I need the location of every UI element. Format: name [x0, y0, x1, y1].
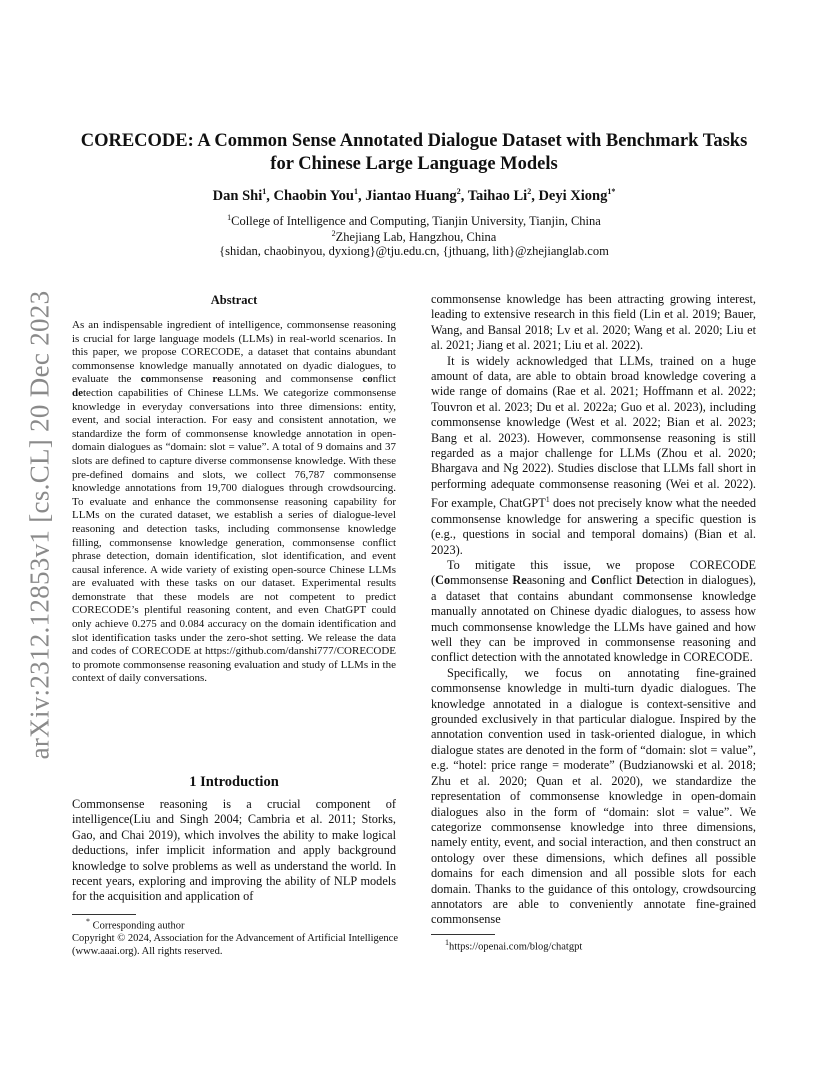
footnote-ref: 1 [545, 495, 550, 505]
paper-title: CORECODE: A Common Sense Annotated Dialogue Dataset with Benchmark Tasks for Chinese Large Language Models [80, 131, 748, 174]
right-column-body [431, 292, 756, 928]
affiliation-text: College of Intelligence and Computing, Tianjin University, Tianjin, China [231, 214, 601, 229]
footnote-mark: 1 [445, 938, 449, 947]
paragraph: It is widely acknowledged that LLMs, trained on a huge amount of data, are able to obtain broad knowledge covering a wide range of domains (Rae et al. 2021; Hoffmann et al. 2022; Touvron et al. 2023; Du et al. 2022a; Guo et al. 2023), including commonsense knowledge (West et al. 2022; Bian et al. 2023; Bang et al. 2023). However, commonsense reasoning is still regarded as a major challenge for LLMs (Zhou et al. 2020; Bhargava and Ng 2022). Studies disclose that LLMs fall short in performing adequate commonsense reasoning (Wei et al. 2022). For example, ChatGPT$^1$ does not precisely know what the needed commonsense knowledge for answering a specific question is (e.g., questions in social and temporal domains) (Bian et al. 2023). [431, 353, 756, 557]
paragraph: Commonsense reasoning is a crucial component of intelligence(Liu and Singh 2004; Cambria et al. 2011; Storks, Gao, and Chai 2019), which involves the ability to make logical deductions, infer implicit information and apply background knowledge to solve problems as well as understand the world. In recent years, exploring and improving the ability of NLP models for the acquisition and application of [72, 797, 396, 904]
author-mark: 2 [527, 187, 532, 196]
arxiv-stamp [20, 290, 60, 760]
affiliation-mark: 2 [331, 229, 336, 238]
arxiv-id: arXiv:2312.12853v1 [cs.CL] 20 Dec 2023 [24, 290, 55, 760]
author: Deyi Xiong [538, 187, 608, 204]
abstract-heading: Abstract [210, 293, 258, 307]
author: Jiantao Huang [365, 187, 457, 204]
author-mark: 2 [456, 187, 461, 196]
author-emails: {shidan, chaobinyou, dyxiong}@tju.edu.cn, {jthuang, lith}@zhejianglab.com [219, 244, 609, 258]
paragraph: commonsense knowledge has been attracting growing interest, leading to extensive research in this field (Lin et al. 2019; Bauer, Wang, and Bansal 2018; Lv et al. 2020; Wang et al. 2020; Liu et al. 2021; Jiang et al. 2021; Liu et al. 2022). [431, 292, 756, 353]
abstract-body [72, 319, 396, 686]
author-mark: 1 [262, 187, 267, 196]
affiliation-mark: 1 [227, 213, 232, 222]
author: Taihao Li [467, 187, 528, 204]
section-heading-introduction: 1 Introduction [189, 774, 279, 790]
author-list: Dan Shi$^1$, Chaobin You$^1$, Jiantao Huang$^2$, Taihao Li$^2$, Deyi Xiong$^{1*}$ [212, 187, 616, 204]
author-mark: 1 [353, 187, 358, 196]
footnote-rule [72, 914, 136, 915]
footnote-rule [431, 934, 495, 935]
affiliation [72, 213, 756, 229]
author-mark: 1* [607, 187, 616, 196]
footnote-left [72, 916, 398, 959]
footnote-url: https://openai.com/blog/chatgpt [449, 941, 583, 953]
footnote-mark: * [86, 917, 90, 926]
paragraph: To mitigate this issue, we propose CORECODE (Commonsense Reasoning and Conflict Detection in dialogues), a dataset that contains abundant commonsense knowledge manually annotated on Chinese dyadic dialogues, to assess how much commonsense knowledge the LLMs have gained and how well they can be improved in commonsense reasoning and conflict detection with the annotated knowledge in CORECODE. [431, 558, 756, 665]
abstract-text: As an indispensable ingredient of intelligence, commonsense reasoning is crucial for large language models (LLMs) in real-world scenarios. In this paper, we propose CORECODE, a dataset that contains abundant commonsense knowledge manually annotated on dyadic dialogues, to evaluate the commonsense reasoning and commonsense conflict detection capabilities of Chinese LLMs. We categorize commonsense knowledge in everyday conversations into three dimensions: entity, event, and social interaction. For easy and consistent annotation, we standardize the form of commonsense knowledge annotation in open-domain dialogues as “domain: slot = value”. A total of 9 domains and 37 slots are defined to capture diverse commonsense knowledge. With these pre-defined domains and slots, we collect 76,787 commonsense knowledge annotations from 19,700 dialogues through crowdsourcing. To evaluate and enhance the commonsense reasoning capability for LLMs on the curated dataset, we establish a series of dialogue-level reasoning and detection tasks, including commonsense knowledge filling, commonsense knowledge generation, commonsense conflict phrase detection, domain identification, slot identification, and event causal inference. A wide variety of existing open-source Chinese LLMs are evaluated with these tasks on our dataset. Experimental results demonstrate that these models are not competent to predict CORECODE’s plentiful reasoning content, and even ChatGPT could only achieve 0.275 and 0.084 accuracy on the domain identification and slot identification tasks under the zero-shot setting. We release the data and codes of CORECODE at https://github.com/danshi777/CORECODE to promote commonsense reasoning evaluation and study of LLMs in the context of daily conversations. [72, 319, 396, 685]
author: Dan Shi [212, 187, 263, 204]
footnote-right [445, 937, 582, 954]
author: Chaobin You [273, 187, 354, 204]
corresponding-author-note: Corresponding author [92, 920, 185, 932]
introduction-body [72, 797, 396, 905]
copyright-notice: Copyright © 2024, Association for the Advancement of Artificial Intelligence (www.aaai.org). All rights reserved. [72, 933, 398, 958]
affiliation-text: Zhejiang Lab, Hangzhou, China [335, 230, 497, 245]
affiliation [72, 229, 756, 245]
paragraph: Specifically, we focus on annotating fine-grained commonsense knowledge in multi-turn dyadic dialogues. The knowledge annotated in a dialogue is context-sensitive and grounded exclusively in that particular dialogue. Inspired by the annotation convention used in task-oriented dialogue, in which dialogue states are denoted in the form of “domain: slot = value”, e.g. “hotel: price range = moderate” (Budzianowski et al. 2018; Zhu et al. 2020; Quan et al. 2020), we standardize the representation of commonsense knowledge in open-domain dialogues also in the form of “domain: slot = value”. We categorize commonsense knowledge into three dimensions, namely entity, event, and social interaction, and then construct an ontology over these dimensions, which defines all possible domains for each dimension and all possible slots for each domain. Thanks to the guidance of this ontology, crowdsourcing annotators are able to conveniently annotate fine-grained commonsense [431, 665, 756, 927]
